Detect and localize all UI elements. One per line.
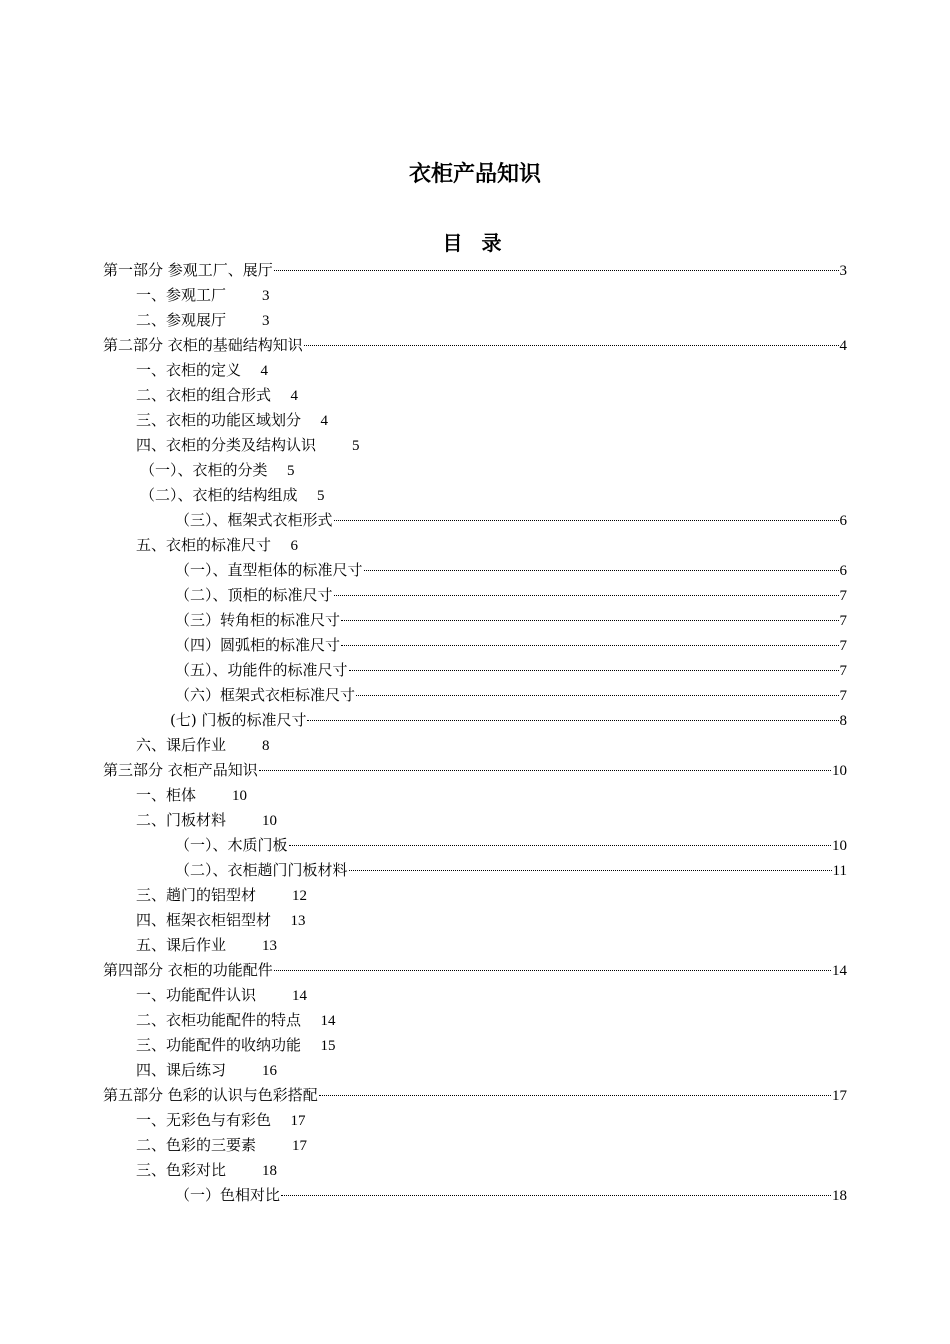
toc-entry-page: 10	[832, 763, 847, 779]
toc-entry-page: 4	[320, 413, 329, 429]
toc-entry[interactable]	[140, 458, 295, 482]
toc-entry[interactable]	[175, 583, 847, 607]
toc-entry-label: 二、参观展厅	[136, 311, 227, 329]
toc-entry[interactable]	[136, 408, 328, 432]
toc-entry-page: 7	[839, 588, 847, 604]
toc-entry-label: 一、无彩色与有彩色	[136, 1111, 272, 1129]
document-title: 衣柜产品知识	[408, 162, 541, 187]
toc-entry[interactable]	[175, 633, 847, 657]
toc-entry-page: 6	[839, 513, 847, 529]
toc-entry-label: 二、门板材料	[136, 811, 227, 829]
toc-entry[interactable]	[136, 433, 360, 457]
toc-entry-label: 二、衣柜功能配件的特点	[136, 1011, 302, 1029]
toc-entry-label: 一、参观工厂	[136, 286, 227, 304]
toc-entry[interactable]	[136, 983, 307, 1007]
toc-entry-page: 7	[839, 638, 847, 654]
toc-entry[interactable]	[136, 308, 270, 332]
toc-entry-label: 第一部分 参观工厂、展厅	[103, 261, 273, 279]
toc-entry-page: 7	[839, 663, 847, 679]
toc-entry[interactable]	[136, 808, 277, 832]
toc-entry-label: 第三部分 衣柜产品知识	[103, 761, 258, 779]
toc-entry-label: （二）、衣柜的结构组成	[140, 486, 298, 504]
toc-entry-label: 三、衣柜的功能区域划分	[136, 411, 302, 429]
toc-entry-label: （一）、衣柜的分类	[140, 461, 268, 479]
toc-entry-page: 11	[832, 863, 847, 879]
toc-entry-label: 第五部分 色彩的认识与色彩搭配	[103, 1086, 318, 1104]
dot-leader	[349, 870, 832, 871]
toc-entry[interactable]	[170, 708, 847, 732]
toc-entry[interactable]	[175, 508, 847, 532]
toc-entry-page: 10	[232, 788, 248, 804]
dot-leader	[341, 620, 838, 621]
toc-entry[interactable]	[136, 1033, 336, 1057]
dot-leader	[274, 970, 831, 971]
toc-entry[interactable]	[175, 858, 847, 882]
dot-leader	[364, 570, 839, 571]
toc-entry-page: 10	[832, 838, 847, 854]
toc-entry-page: 4	[260, 363, 269, 379]
toc-entry[interactable]	[175, 608, 847, 632]
toc-entry-page: 10	[262, 813, 278, 829]
toc-entry[interactable]	[136, 733, 270, 757]
toc-entry-label: 四、课后练习	[136, 1061, 227, 1079]
toc-entry-label: 一、衣柜的定义	[136, 361, 242, 379]
toc-entry-page: 12	[292, 888, 308, 904]
dot-leader	[334, 520, 839, 521]
toc-entry-label: 五、衣柜的标准尺寸	[136, 536, 272, 554]
toc-entry-label: （一）、直型柜体的标准尺寸	[175, 561, 363, 579]
toc-entry-page: 4	[290, 388, 299, 404]
toc-entry[interactable]	[103, 758, 847, 782]
toc-entry-page: 8	[262, 738, 270, 754]
toc-entry[interactable]	[175, 683, 847, 707]
toc-entry-label: （三）、框架式衣柜形式	[175, 511, 333, 529]
toc-entry[interactable]	[103, 258, 847, 282]
toc-entry-label: (七) 门板的标准尺寸	[170, 711, 307, 729]
toc-entry-label: 四、框架衣柜铝型材	[136, 911, 272, 929]
toc-entry-label: 三、功能配件的收纳功能	[136, 1036, 302, 1054]
toc-entry-page: 17	[290, 1113, 306, 1129]
toc-entry-page: 16	[262, 1063, 278, 1079]
toc-entry[interactable]	[136, 1058, 277, 1082]
toc-entry-page: 13	[290, 913, 306, 929]
toc-entry-page: 7	[839, 688, 847, 704]
toc-entry[interactable]	[175, 833, 847, 857]
toc-entry-page: 14	[292, 988, 308, 1004]
toc-entry-label: 三、趟门的铝型材	[136, 886, 257, 904]
toc-entry-page: 3	[839, 263, 847, 279]
toc-entry-page: 5	[287, 463, 295, 479]
toc-entry-label: 第二部分 衣柜的基础结构知识	[103, 336, 303, 354]
toc-entry[interactable]	[103, 333, 847, 357]
toc-entry[interactable]	[136, 533, 298, 557]
toc-entry[interactable]	[136, 358, 268, 382]
toc-entry-page: 15	[320, 1038, 336, 1054]
toc-entry[interactable]	[136, 1133, 307, 1157]
toc-entry-label: 三、色彩对比	[136, 1161, 227, 1179]
toc-entry-page: 13	[262, 938, 278, 954]
dot-leader	[274, 270, 839, 271]
toc-entry[interactable]	[136, 283, 270, 307]
toc-entry[interactable]	[136, 383, 298, 407]
toc-entry[interactable]	[136, 883, 307, 907]
toc-entry-label: 一、柜体	[136, 786, 197, 804]
dot-leader	[319, 1095, 831, 1096]
toc-entry-label: 第四部分 衣柜的功能配件	[103, 961, 273, 979]
toc-entry[interactable]	[103, 1083, 847, 1107]
toc-entry-label: 五、课后作业	[136, 936, 227, 954]
toc-entry-page: 5	[317, 488, 325, 504]
toc-entry[interactable]	[136, 783, 247, 807]
toc-entry-page: 6	[290, 538, 299, 554]
toc-entry-page: 17	[292, 1138, 308, 1154]
toc-entry-page: 4	[839, 338, 847, 354]
toc-entry[interactable]	[136, 933, 277, 957]
dot-leader	[304, 345, 839, 346]
toc-entry-page: 6	[839, 563, 847, 579]
toc-entry-label: 一、功能配件认识	[136, 986, 257, 1004]
dot-leader	[259, 770, 831, 771]
toc-entry[interactable]	[103, 958, 847, 982]
toc-heading: 目 录	[442, 231, 508, 255]
dot-leader	[349, 670, 839, 671]
toc-entry-label: （六）框架式衣柜标准尺寸	[175, 686, 356, 704]
dot-leader	[281, 1195, 831, 1196]
toc-entry-label: 二、色彩的三要素	[136, 1136, 257, 1154]
toc-entry-label: （五）、功能件的标准尺寸	[175, 661, 348, 679]
toc-entry-label: （二）、衣柜趟门门板材料	[175, 861, 348, 879]
dot-leader	[341, 645, 838, 646]
toc-entry-page: 17	[832, 1088, 847, 1104]
toc-entry-page: 18	[832, 1188, 847, 1204]
toc-entry[interactable]	[136, 1108, 306, 1132]
dot-leader	[356, 695, 838, 696]
toc-entry-label: （一）、木质门板	[175, 836, 288, 854]
toc-entry-page: 5	[352, 438, 360, 454]
toc-entry[interactable]	[175, 1183, 847, 1207]
toc-entry-page: 14	[832, 963, 847, 979]
toc-entry-label: （一）色相对比	[175, 1186, 281, 1204]
toc-entry[interactable]	[136, 908, 306, 932]
toc-entry-page: 14	[320, 1013, 336, 1029]
toc-entry[interactable]	[175, 658, 847, 682]
toc-entry[interactable]	[140, 483, 325, 507]
toc-entry-label: 六、课后作业	[136, 736, 227, 754]
dot-leader	[334, 595, 839, 596]
toc-entry-page: 3	[262, 313, 270, 329]
toc-entry-page: 3	[262, 288, 270, 304]
toc-entry-label: （二）、顶柜的标准尺寸	[175, 586, 333, 604]
toc-entry-page: 8	[839, 713, 847, 729]
toc-entry-label: （三）转角柜的标准尺寸	[175, 611, 341, 629]
toc-entry-page: 7	[839, 613, 847, 629]
dot-leader	[289, 845, 831, 846]
dot-leader	[307, 720, 838, 721]
toc-entry[interactable]	[136, 1008, 336, 1032]
toc-entry-label: 四、衣柜的分类及结构认识	[136, 436, 317, 454]
toc-entry-label: 二、衣柜的组合形式	[136, 386, 272, 404]
toc-entry[interactable]	[175, 558, 847, 582]
toc-entry-page: 18	[262, 1163, 278, 1179]
toc-entry-label: （四）圆弧柜的标准尺寸	[175, 636, 341, 654]
toc-entry[interactable]	[136, 1158, 277, 1182]
